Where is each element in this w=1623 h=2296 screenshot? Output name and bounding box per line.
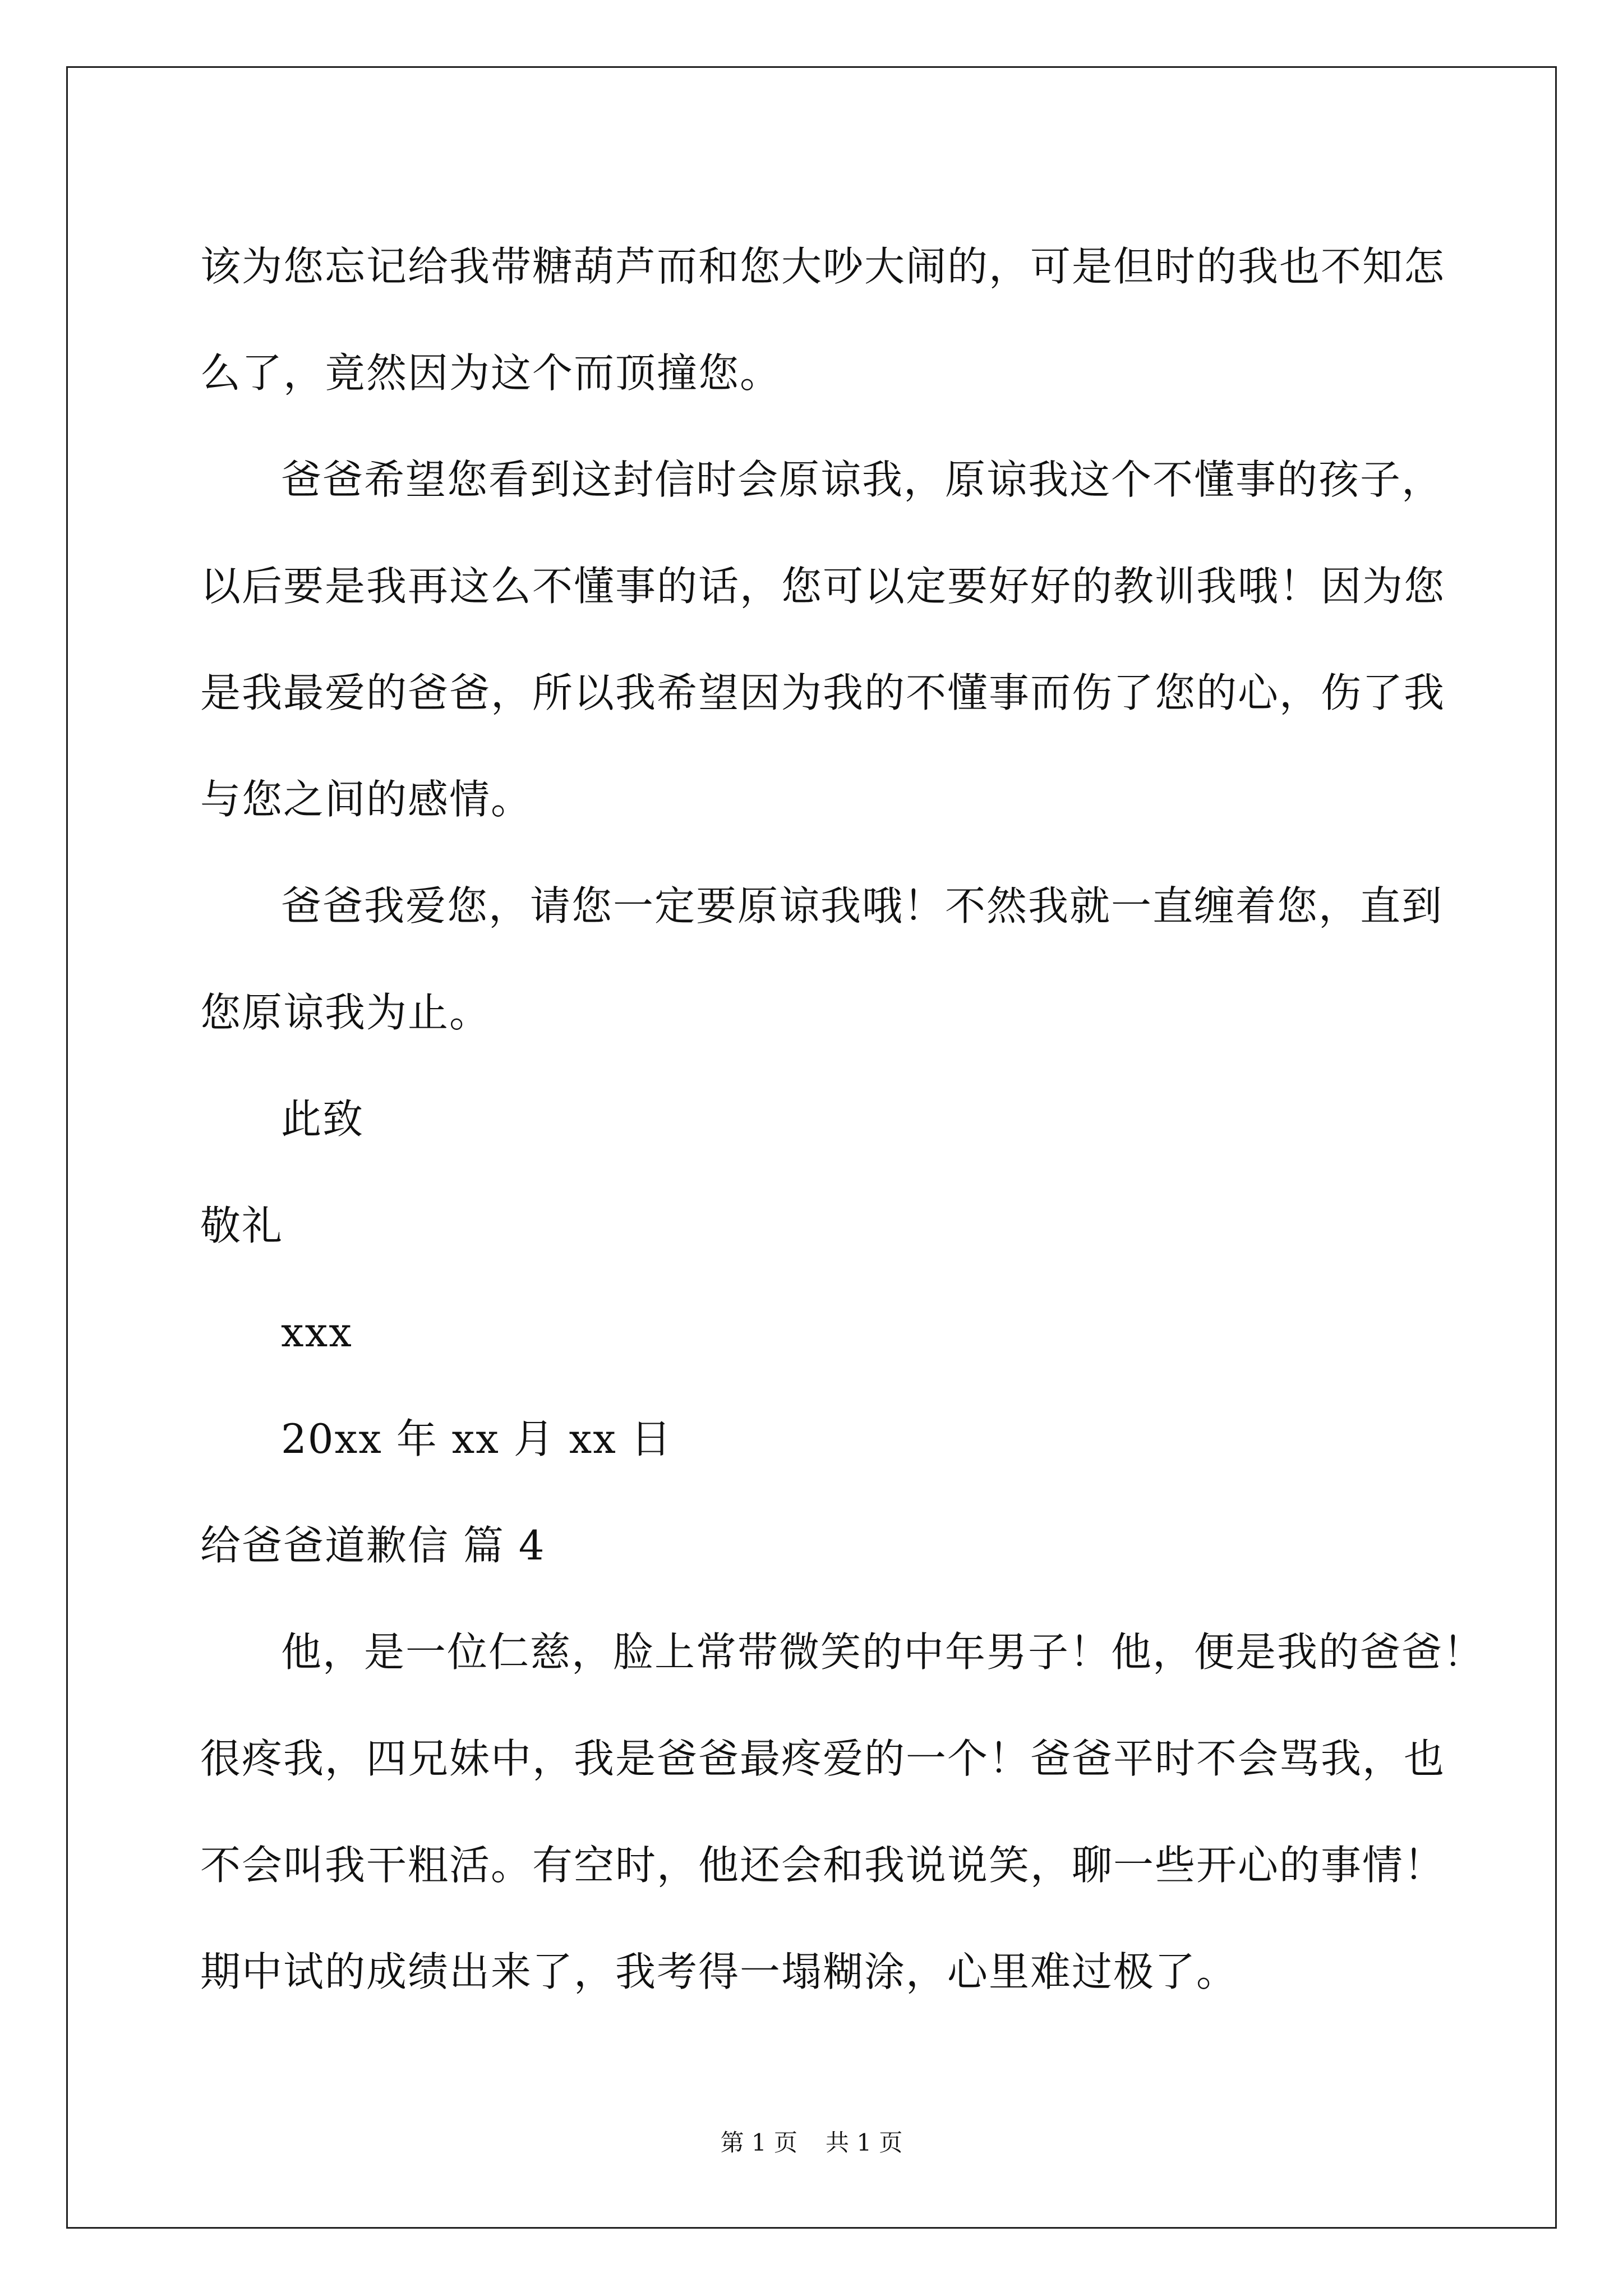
text-line: 是我最爱的爸爸，所以我希望因为我的不懂事而伤了您的心，伤了我 xyxy=(200,669,1446,716)
section-heading: 给爸爸道歉信 篇 4 xyxy=(200,1522,546,1569)
closing-regards: 敬礼 xyxy=(200,1202,284,1249)
text-line: 很疼我，四兄妹中，我是爸爸最疼爱的一个！爸爸平时不会骂我，也 xyxy=(200,1735,1446,1782)
page-footer xyxy=(0,2126,1623,2160)
text-line: 他，是一位仁慈，脸上常带微笑的中年男子！他，便是我的爸爸！ xyxy=(281,1628,1485,1676)
text-line: 期中试的成绩出来了，我考得一塌糊涂，心里难过极了。 xyxy=(200,1948,1238,1995)
closing-salutation: 此致 xyxy=(281,1096,365,1143)
text-line: 以后要是我再这么不懂事的话，您可以定要好好的教训我哦！因为您 xyxy=(200,563,1446,610)
signature: xxx xyxy=(281,1309,353,1356)
text-line: 您原谅我为止。 xyxy=(200,989,491,1036)
text-line: 么了，竟然因为这个而顶撞您。 xyxy=(200,349,782,397)
text-line: 不会叫我干粗活。有空时，他还会和我说说笑，聊一些开心的事情！ xyxy=(200,1842,1446,1889)
text-line: 爸爸希望您看到这封信时会原谅我，原谅我这个不懂事的孩子， xyxy=(281,456,1444,503)
letter-body xyxy=(200,213,1485,2025)
text-line: 爸爸我爱您，请您一定要原谅我哦！不然我就一直缠着您，直到 xyxy=(281,882,1444,930)
page-number: 第 1 页 xyxy=(720,2129,797,2156)
letter-date: 20xx 年 xx 月 xx 日 xyxy=(281,1415,672,1462)
text-line: 与您之间的感情。 xyxy=(200,776,533,823)
text-line: 该为您忘记给我带糖葫芦而和您大吵大闹的，可是但时的我也不知怎 xyxy=(200,243,1446,290)
page-count: 共 1 页 xyxy=(826,2129,903,2156)
